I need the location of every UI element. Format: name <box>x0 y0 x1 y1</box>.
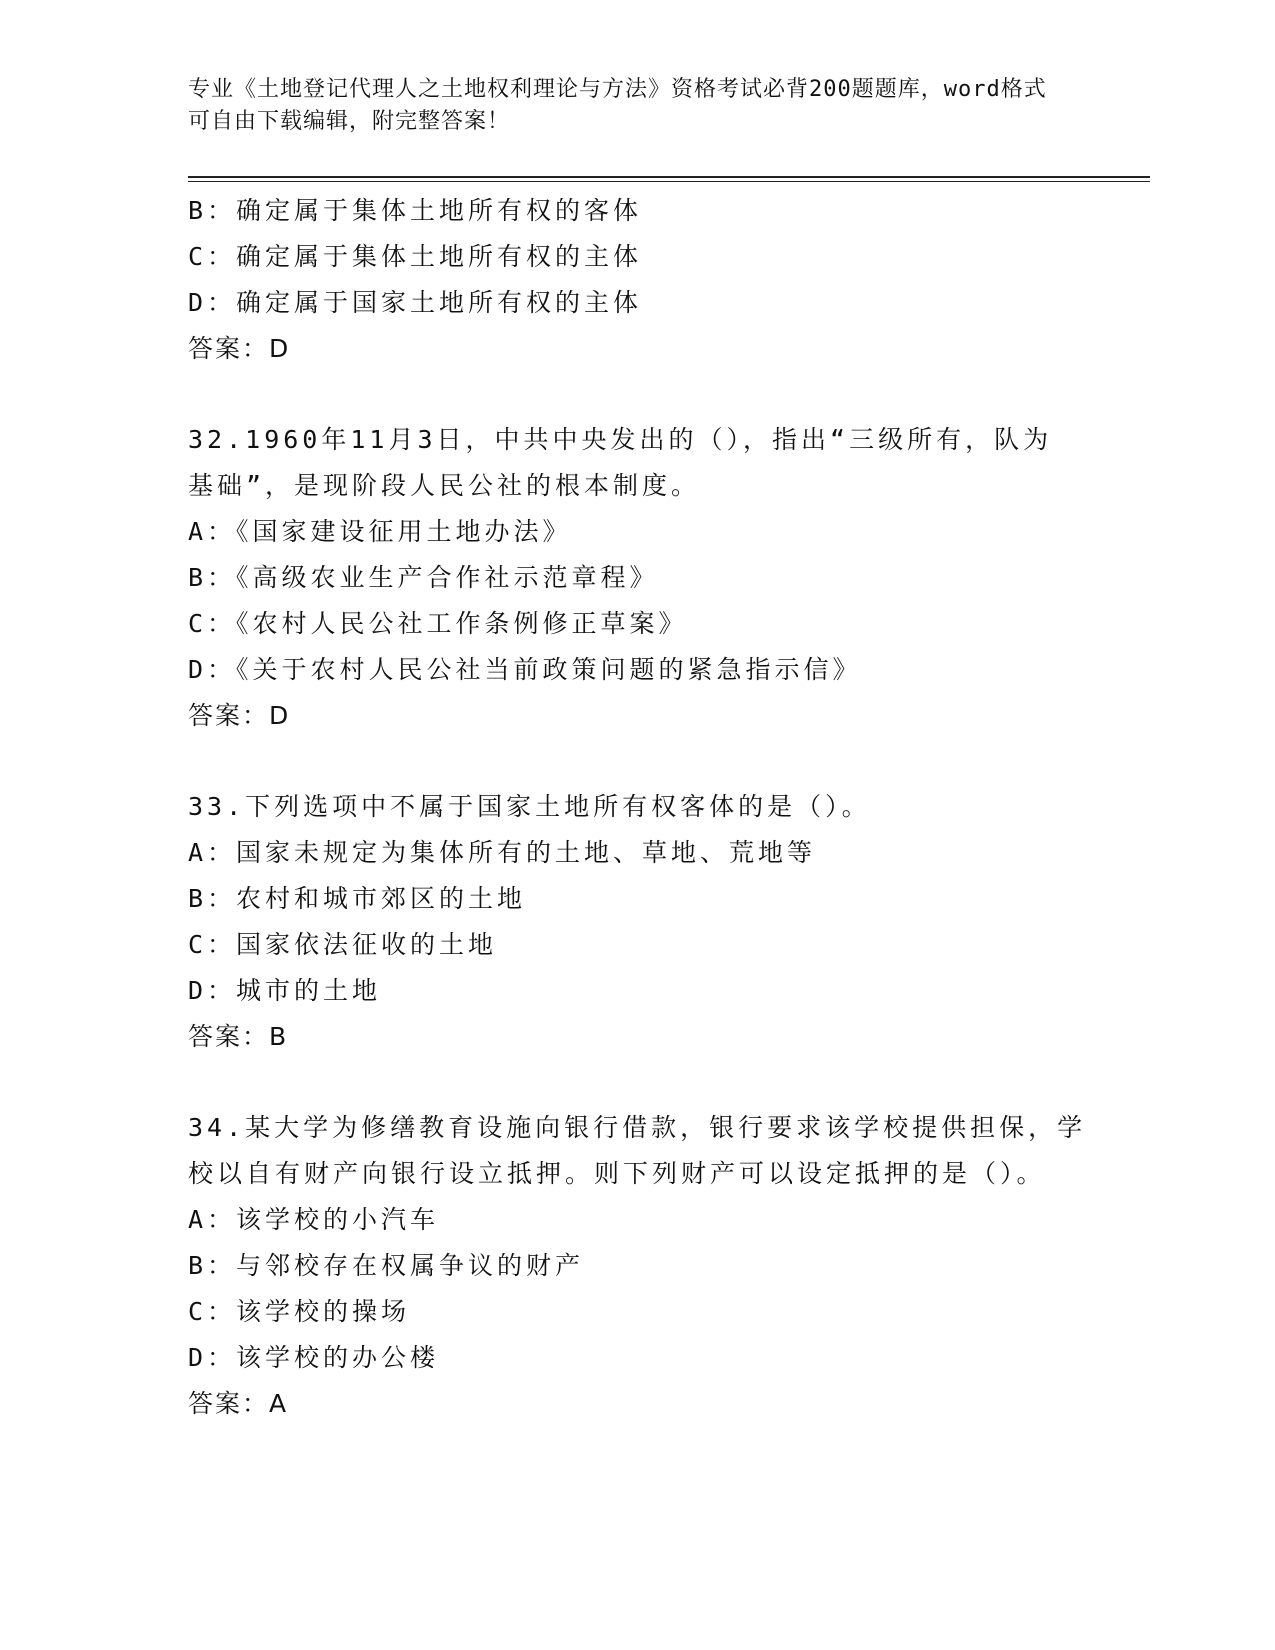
option-b: B：《高级农业生产合作社示范章程》 <box>188 563 659 592</box>
prev-question-block <box>188 188 1088 372</box>
question-33-block <box>188 784 1088 1060</box>
option-b: B：确定属于集体土地所有权的客体 <box>188 196 643 225</box>
option-a: A：《国家建设征用土地办法》 <box>188 517 572 546</box>
answer-line: 答案：D <box>188 334 291 363</box>
question-34-block <box>188 1105 1088 1427</box>
question-text: 34.某大学为修缮教育设施向银行借款，银行要求该学校提供担保，学 <box>188 1113 1087 1142</box>
question-text: 校以自有财产向银行设立抵押。则下列财产可以设定抵押的是（）。 <box>188 1159 1046 1188</box>
option-d: D：该学校的办公楼 <box>188 1343 440 1372</box>
header-divider-thick <box>188 176 1150 178</box>
question-content <box>188 188 1088 1427</box>
option-d: D：确定属于国家土地所有权的主体 <box>188 288 643 317</box>
header-divider-thin <box>188 181 1150 182</box>
option-b: B：农村和城市郊区的土地 <box>188 884 527 913</box>
option-d: D：城市的土地 <box>188 976 382 1005</box>
question-text: 33.下列选项中不属于国家土地所有权客体的是（）。 <box>188 792 871 821</box>
question-text: 32.1960年11月3日，中共中央发出的（），指出“三级所有，队为 <box>188 425 1053 454</box>
question-text: 基础”，是现阶段人民公社的根本制度。 <box>188 471 701 500</box>
option-b: B：与邻校存在权属争议的财产 <box>188 1251 585 1280</box>
answer-line: 答案：D <box>188 701 291 730</box>
answer-line: 答案：A <box>188 1389 289 1418</box>
answer-line: 答案：B <box>188 1022 289 1051</box>
option-c: C：《农村人民公社工作条例修正草案》 <box>188 609 688 638</box>
option-d: D：《关于农村人民公社当前政策问题的紧急指示信》 <box>188 655 862 684</box>
option-c: C：国家依法征收的土地 <box>188 930 498 959</box>
option-c: C：确定属于集体土地所有权的主体 <box>188 242 643 271</box>
option-c: C：该学校的操场 <box>188 1297 411 1326</box>
option-a: A：该学校的小汽车 <box>188 1205 440 1234</box>
option-a: A：国家未规定为集体所有的土地、草地、荒地等 <box>188 838 817 867</box>
document-header: 专业《土地登记代理人之土地权利理论与方法》资格考试必背200题题库，word格式可自由下载编辑，附完整答案！ <box>188 77 1047 134</box>
question-32-block <box>188 417 1088 739</box>
